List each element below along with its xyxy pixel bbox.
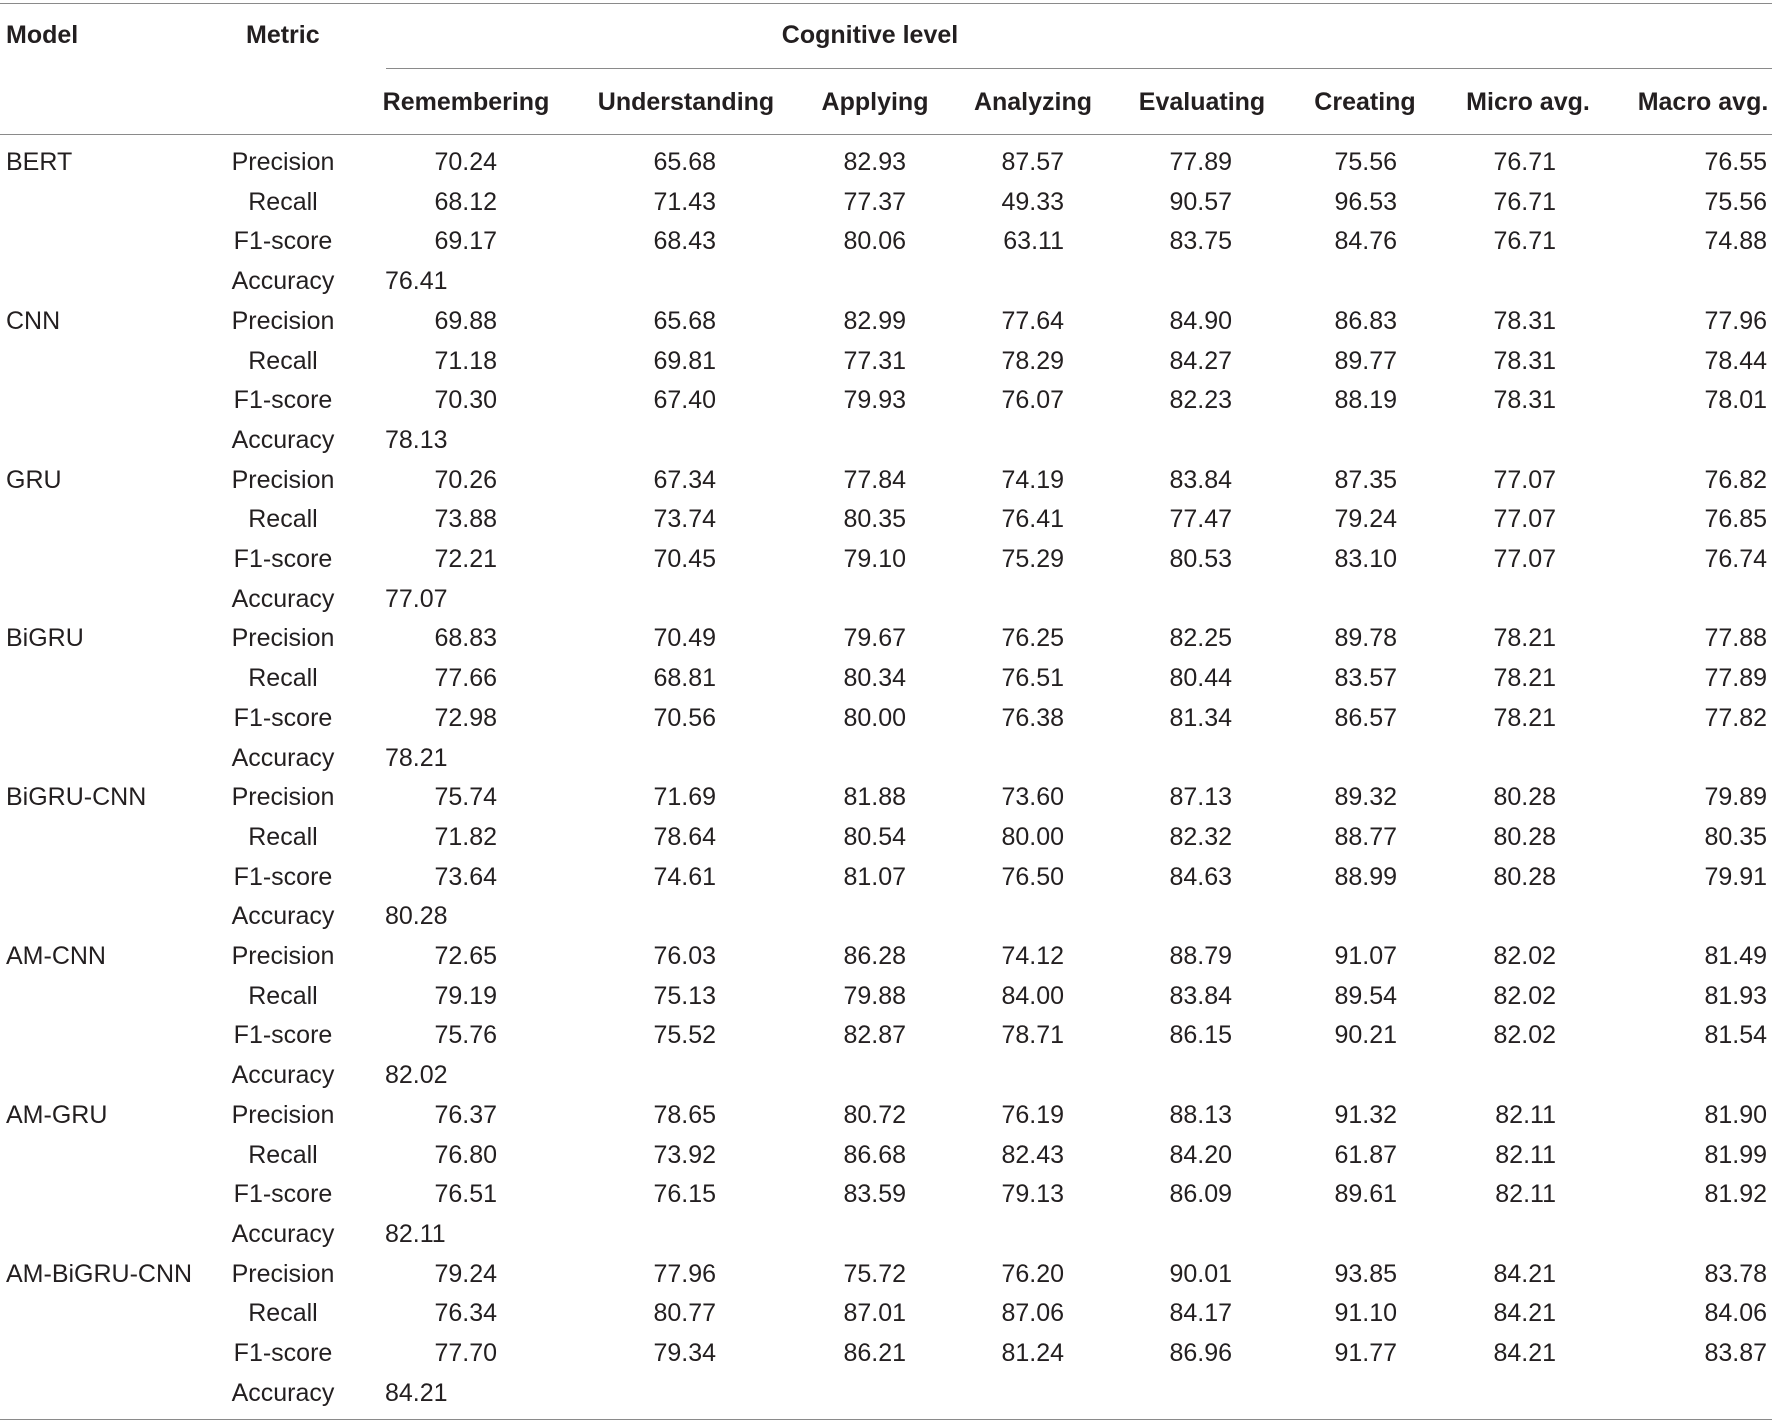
table-cell: 88.77 xyxy=(1334,822,1397,851)
table-cell: 84.27 xyxy=(1169,346,1232,375)
table-cell: 79.34 xyxy=(653,1339,716,1367)
table-cell: 93.85 xyxy=(1334,1259,1397,1288)
table-cell: 76.71 xyxy=(1493,227,1556,256)
table-cell: 90.21 xyxy=(1334,1021,1397,1050)
table-cell: 82.93 xyxy=(843,148,906,176)
table-cell: 73.88 xyxy=(434,505,497,534)
table-cell: 88.19 xyxy=(1334,386,1397,415)
table-cell: 63.11 xyxy=(1003,227,1064,256)
table-cell: 71.43 xyxy=(653,187,716,216)
table-cell: 80.00 xyxy=(1001,822,1064,851)
table-cell: 77.89 xyxy=(1169,148,1232,176)
table-cell: 71.18 xyxy=(434,346,497,375)
table-cell: 77.07 xyxy=(1493,545,1556,573)
table-cell: 83.59 xyxy=(843,1180,906,1209)
table-cell: 77.31 xyxy=(843,346,906,375)
table-cell: 75.76 xyxy=(434,1021,497,1050)
table-cell: 87.57 xyxy=(1001,148,1064,176)
table-cell: 84.20 xyxy=(1169,1140,1232,1169)
table-cell: 67.40 xyxy=(653,386,716,415)
table-cell: 88.99 xyxy=(1334,862,1397,891)
metric-label: Accuracy xyxy=(231,1219,335,1248)
table-cell: 72.98 xyxy=(434,703,497,732)
table-cell: 80.00 xyxy=(843,703,906,732)
table-cell: 81.24 xyxy=(1001,1339,1064,1367)
table-cell: 70.30 xyxy=(434,386,497,415)
table-cell: 80.06 xyxy=(843,227,906,256)
table-cell: 81.93 xyxy=(1704,981,1767,1010)
table-cell: 65.68 xyxy=(653,148,716,176)
table-cell: 80.77 xyxy=(653,1299,716,1328)
metric-label: Recall xyxy=(248,1140,318,1169)
table-cell: 73.60 xyxy=(1001,783,1064,812)
table-cell: 76.15 xyxy=(653,1180,716,1209)
metric-label: Precision xyxy=(231,148,335,176)
table-cell: 77.96 xyxy=(1704,306,1767,335)
table-cell: 83.84 xyxy=(1169,981,1232,1010)
table-cell: 68.83 xyxy=(434,624,497,653)
table-cell: 79.91 xyxy=(1704,862,1767,891)
table-cell: 78.01 xyxy=(1704,386,1767,415)
accuracy-value: 80.28 xyxy=(385,902,448,931)
table-cell: 76.07 xyxy=(1001,386,1064,415)
table-cell: 81.88 xyxy=(843,783,906,812)
table-cell: 78.64 xyxy=(653,822,716,851)
table-cell: 76.38 xyxy=(1001,703,1064,732)
column-header: Micro avg. xyxy=(1466,88,1590,116)
table-cell: 76.71 xyxy=(1493,148,1556,176)
table-cell: 81.07 xyxy=(843,862,906,891)
metric-label: F1-score xyxy=(233,386,333,415)
model-name: AM-CNN xyxy=(6,942,106,970)
table-cell: 81.92 xyxy=(1704,1180,1767,1209)
table-cell: 76.71 xyxy=(1493,187,1556,216)
table-cell: 83.57 xyxy=(1334,664,1397,693)
table-cell: 69.81 xyxy=(653,346,716,375)
table-cell: 84.21 xyxy=(1493,1299,1556,1328)
metric-label: Recall xyxy=(248,187,318,216)
model-name: BiGRU xyxy=(6,624,84,653)
table-cell: 80.72 xyxy=(843,1100,906,1129)
table-cell: 68.81 xyxy=(653,664,716,693)
table-cell: 70.45 xyxy=(653,545,716,573)
table-cell: 77.37 xyxy=(843,187,906,216)
table-cell: 84.21 xyxy=(1493,1259,1556,1288)
table-cell: 84.00 xyxy=(1001,981,1064,1010)
table-cell: 76.03 xyxy=(653,942,716,970)
table-cell: 76.51 xyxy=(434,1180,497,1209)
table-cell: 76.82 xyxy=(1704,465,1767,494)
table-cell: 72.65 xyxy=(434,942,497,970)
table-cell: 79.88 xyxy=(843,981,906,1010)
table-cell: 79.67 xyxy=(843,624,906,653)
accuracy-value: 82.02 xyxy=(385,1061,448,1090)
table-cell: 80.34 xyxy=(843,664,906,693)
table-cell: 76.41 xyxy=(1001,505,1064,534)
table-cell: 86.28 xyxy=(843,942,906,970)
table-cell: 68.12 xyxy=(434,187,497,216)
table-cell: 79.89 xyxy=(1704,783,1767,812)
table-cell: 78.31 xyxy=(1493,386,1556,415)
metric-label: F1-score xyxy=(233,703,333,732)
column-header: Understanding xyxy=(597,88,775,116)
table-cell: 70.24 xyxy=(434,148,497,176)
model-name: AM-BiGRU-CNN xyxy=(6,1259,193,1288)
metric-label: F1-score xyxy=(233,862,333,891)
table-cell: 77.70 xyxy=(434,1339,497,1367)
table-cell: 73.74 xyxy=(653,505,716,534)
table-cell: 70.26 xyxy=(434,465,497,494)
table-cell: 76.25 xyxy=(1001,624,1064,653)
table-cell: 61.87 xyxy=(1334,1140,1397,1169)
table-cell: 90.01 xyxy=(1169,1259,1232,1288)
table-cell: 72.21 xyxy=(434,545,497,573)
metric-label: Accuracy xyxy=(231,1378,335,1407)
table-cell: 79.24 xyxy=(1334,505,1397,534)
table-cell: 49.33 xyxy=(1001,187,1064,216)
table-cell: 81.99 xyxy=(1704,1140,1767,1169)
table-cell: 86.96 xyxy=(1169,1339,1232,1367)
table-cell: 75.56 xyxy=(1704,187,1767,216)
metric-label: Precision xyxy=(231,1100,335,1129)
table-cell: 78.21 xyxy=(1493,624,1556,653)
metric-label: Accuracy xyxy=(231,584,335,613)
metric-label: Precision xyxy=(231,624,335,653)
column-header: Macro avg. xyxy=(1637,88,1769,116)
table-cell: 91.32 xyxy=(1334,1100,1397,1129)
table-cell: 77.64 xyxy=(1001,306,1064,335)
table-cell: 76.51 xyxy=(1001,664,1064,693)
metric-label: Accuracy xyxy=(231,743,335,772)
table-cell: 73.64 xyxy=(434,862,497,891)
table-cell: 69.88 xyxy=(434,306,497,335)
metric-label: F1-score xyxy=(233,1339,333,1367)
table-cell: 78.31 xyxy=(1493,346,1556,375)
table-cell: 84.17 xyxy=(1169,1299,1232,1328)
table-cell: 87.06 xyxy=(1001,1299,1064,1328)
table-cell: 84.21 xyxy=(1493,1339,1556,1367)
table-cell: 86.68 xyxy=(843,1140,906,1169)
table-cell: 80.44 xyxy=(1169,664,1232,693)
model-name: BERT xyxy=(6,148,73,176)
table-cell: 77.89 xyxy=(1704,664,1767,693)
table-cell: 78.21 xyxy=(1493,664,1556,693)
metric-label: Recall xyxy=(248,664,318,693)
table-cell: 82.23 xyxy=(1169,386,1232,415)
table-cell: 90.57 xyxy=(1169,187,1232,216)
top-rule xyxy=(0,3,1772,4)
table-cell: 86.57 xyxy=(1334,703,1397,732)
metric-label: F1-score xyxy=(233,1180,333,1209)
table-cell: 76.55 xyxy=(1704,148,1767,176)
table-cell: 80.28 xyxy=(1493,822,1556,851)
table-cell: 78.71 xyxy=(1001,1021,1064,1050)
table-cell: 76.50 xyxy=(1001,862,1064,891)
model-name: AM-GRU xyxy=(6,1100,108,1129)
metric-label: F1-score xyxy=(233,545,333,573)
table-cell: 80.28 xyxy=(1493,862,1556,891)
table-cell: 89.78 xyxy=(1334,624,1397,653)
table-cell: 78.44 xyxy=(1704,346,1767,375)
table-cell: 76.19 xyxy=(1001,1100,1064,1129)
table-cell: 68.43 xyxy=(653,227,716,256)
table-cell: 86.83 xyxy=(1334,306,1397,335)
table-cell: 82.11 xyxy=(1495,1100,1556,1129)
table-cell: 82.02 xyxy=(1493,981,1556,1010)
model-name: BiGRU-CNN xyxy=(6,783,147,812)
table-cell: 81.54 xyxy=(1704,1021,1767,1050)
model-name: CNN xyxy=(6,306,61,335)
accuracy-value: 78.21 xyxy=(385,743,448,772)
table-cell: 75.56 xyxy=(1334,148,1397,176)
column-header: Applying xyxy=(821,88,929,116)
table-cell: 77.47 xyxy=(1169,505,1232,534)
table-cell: 82.43 xyxy=(1001,1140,1064,1169)
table-cell: 77.66 xyxy=(434,664,497,693)
table-cell: 91.10 xyxy=(1334,1299,1397,1328)
table-cell: 83.78 xyxy=(1704,1259,1767,1288)
table-cell: 79.24 xyxy=(434,1259,497,1288)
table-cell: 80.53 xyxy=(1169,545,1232,573)
metric-label: Recall xyxy=(248,1299,318,1328)
table-cell: 74.88 xyxy=(1704,227,1767,256)
table-cell: 78.65 xyxy=(653,1100,716,1129)
table-cell: 74.61 xyxy=(653,862,716,891)
metric-label: F1-score xyxy=(233,1021,333,1050)
table-cell: 86.21 xyxy=(843,1339,906,1367)
metric-label: Recall xyxy=(248,822,318,851)
table-cell: 91.07 xyxy=(1334,942,1397,970)
metric-label: Precision xyxy=(231,465,335,494)
table-cell: 87.35 xyxy=(1334,465,1397,494)
table-cell: 78.29 xyxy=(1001,346,1064,375)
metric-label: Accuracy xyxy=(231,425,335,454)
table-cell: 75.13 xyxy=(653,981,716,1010)
table-cell: 77.07 xyxy=(1493,465,1556,494)
table-cell: 87.01 xyxy=(843,1299,906,1328)
table-cell: 78.31 xyxy=(1493,306,1556,335)
table-cell: 81.34 xyxy=(1169,703,1232,732)
metric-label: F1-score xyxy=(233,227,333,256)
metric-label: Precision xyxy=(231,942,335,970)
table-cell: 76.80 xyxy=(434,1140,497,1169)
metric-label: Recall xyxy=(248,346,318,375)
table-cell: 73.92 xyxy=(653,1140,716,1169)
table-cell: 80.35 xyxy=(843,505,906,534)
accuracy-value: 77.07 xyxy=(385,584,448,613)
table-cell: 80.54 xyxy=(843,822,906,851)
table-cell: 82.87 xyxy=(843,1021,906,1050)
table-cell: 80.35 xyxy=(1704,822,1767,851)
table-cell: 96.53 xyxy=(1334,187,1397,216)
table-cell: 75.52 xyxy=(653,1021,716,1050)
table-cell: 83.87 xyxy=(1704,1339,1767,1367)
bottom-rule xyxy=(0,1419,1772,1420)
metric-label: Accuracy xyxy=(231,267,335,296)
table-cell: 91.77 xyxy=(1334,1339,1397,1367)
header-metric: Metric xyxy=(246,21,320,49)
table-cell: 82.02 xyxy=(1493,942,1556,970)
table-cell: 83.75 xyxy=(1169,227,1232,256)
table-cell: 76.74 xyxy=(1704,545,1767,573)
table-cell: 82.25 xyxy=(1169,624,1232,653)
table-cell: 79.19 xyxy=(434,981,497,1010)
column-header: Remembering xyxy=(382,88,550,116)
table-cell: 86.15 xyxy=(1169,1021,1232,1050)
table-cell: 65.68 xyxy=(653,306,716,335)
table-cell: 87.13 xyxy=(1169,783,1232,812)
table-cell: 88.13 xyxy=(1169,1100,1232,1129)
accuracy-value: 84.21 xyxy=(385,1378,448,1407)
table-cell: 76.20 xyxy=(1001,1259,1064,1288)
table-cell: 76.34 xyxy=(434,1299,497,1328)
table-cell: 81.49 xyxy=(1704,942,1767,970)
table-cell: 78.21 xyxy=(1493,703,1556,732)
table-cell: 67.34 xyxy=(653,465,716,494)
table-cell: 77.96 xyxy=(653,1259,716,1288)
metric-label: Recall xyxy=(248,505,318,534)
table-cell: 84.90 xyxy=(1169,306,1232,335)
table-cell: 89.61 xyxy=(1334,1180,1397,1209)
table-cell: 82.32 xyxy=(1169,822,1232,851)
metric-label: Accuracy xyxy=(231,902,335,931)
table-cell: 83.10 xyxy=(1334,545,1397,573)
table-cell: 81.90 xyxy=(1704,1100,1767,1129)
table-cell: 75.29 xyxy=(1001,545,1064,573)
model-name: GRU xyxy=(6,465,62,494)
table-cell: 80.28 xyxy=(1493,783,1556,812)
table-cell: 84.06 xyxy=(1704,1299,1767,1328)
column-header: Creating xyxy=(1314,88,1416,116)
table-cell: 84.63 xyxy=(1169,862,1232,891)
table-cell: 77.88 xyxy=(1704,624,1767,653)
header-rule xyxy=(0,134,1772,135)
table-cell: 76.37 xyxy=(434,1100,497,1129)
table-cell: 88.79 xyxy=(1169,942,1232,970)
table-cell: 74.12 xyxy=(1001,942,1064,970)
table-cell: 84.76 xyxy=(1334,227,1397,256)
group-rule xyxy=(386,68,1772,69)
metric-label: Precision xyxy=(231,306,335,335)
table-cell: 79.10 xyxy=(843,545,906,573)
table-cell: 77.84 xyxy=(843,465,906,494)
accuracy-value: 78.13 xyxy=(385,425,448,454)
accuracy-value: 76.41 xyxy=(385,267,448,296)
table-cell: 89.54 xyxy=(1334,981,1397,1010)
header-model: Model xyxy=(6,21,79,49)
table-cell: 82.11 xyxy=(1495,1140,1556,1169)
column-header: Analyzing xyxy=(973,88,1093,116)
table-cell: 79.13 xyxy=(1001,1180,1064,1209)
table-cell: 75.74 xyxy=(434,783,497,812)
table-cell: 86.09 xyxy=(1169,1180,1232,1209)
table-cell: 75.72 xyxy=(843,1259,906,1288)
table-cell: 76.85 xyxy=(1704,505,1767,534)
table-cell: 89.77 xyxy=(1334,346,1397,375)
table-cell: 71.82 xyxy=(434,822,497,851)
accuracy-value: 82.11 xyxy=(385,1219,446,1248)
metric-label: Precision xyxy=(231,1259,335,1288)
table-cell: 77.82 xyxy=(1704,703,1767,732)
table-cell: 69.17 xyxy=(434,227,497,256)
table-cell: 83.84 xyxy=(1169,465,1232,494)
header-cognitive-level: Cognitive level xyxy=(781,21,959,49)
table-cell: 82.02 xyxy=(1493,1021,1556,1050)
metric-label: Precision xyxy=(231,783,335,812)
table-cell: 89.32 xyxy=(1334,783,1397,812)
table-cell: 70.56 xyxy=(653,703,716,732)
table-cell: 77.07 xyxy=(1493,505,1556,534)
metric-label: Accuracy xyxy=(231,1061,335,1090)
table-cell: 70.49 xyxy=(653,624,716,653)
metric-label: Recall xyxy=(248,981,318,1010)
table-cell: 71.69 xyxy=(653,783,716,812)
table-cell: 74.19 xyxy=(1001,465,1064,494)
table-cell: 82.11 xyxy=(1495,1180,1556,1209)
table-cell: 79.93 xyxy=(843,386,906,415)
column-header: Evaluating xyxy=(1138,88,1266,116)
table-cell: 82.99 xyxy=(843,306,906,335)
